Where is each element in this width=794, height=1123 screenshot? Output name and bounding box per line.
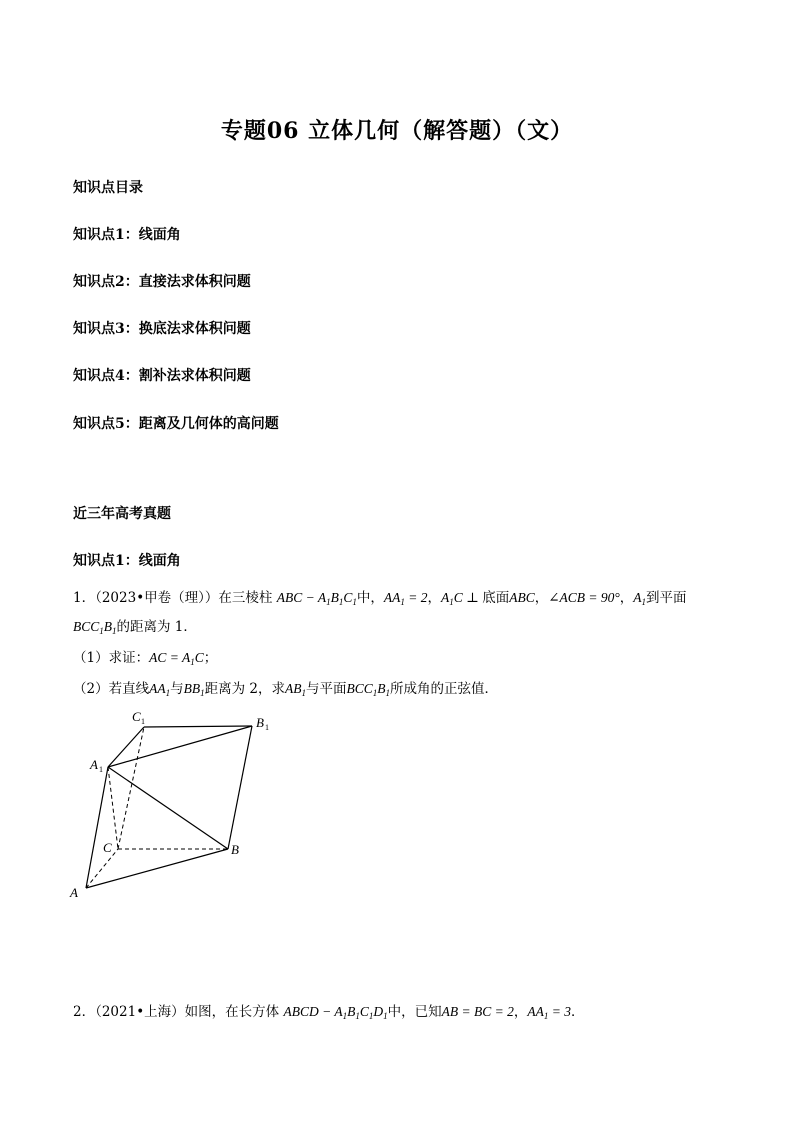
q1-text-4: 到平面 [646, 590, 687, 606]
q1-angle: ∠ACB = 90° [548, 590, 620, 605]
q1-part2-text-3: 与平面 [305, 681, 347, 697]
q1-text-3: 底面 [482, 590, 510, 606]
label-a: A [70, 885, 78, 900]
figure-lines [86, 726, 252, 888]
label-b1-sub: 1 [265, 723, 269, 732]
q1-perp: $A_1C$ ⊥ [440, 590, 483, 607]
page-title: 专题06 立体几何（解答题）（文） [220, 118, 574, 144]
q1-prism: ABC − $A_1B_1C_1$ [276, 590, 357, 607]
edge-a1-b [108, 767, 228, 849]
toc-item-2: 知识点2：直接法求体积问题 [73, 274, 251, 290]
q1-part2 [73, 679, 733, 699]
edge-c-c1 [118, 727, 144, 849]
q1-part2-text-2: 距离为 2，求 [204, 681, 285, 697]
toc-item-4: 知识点4：割补法求体积问题 [73, 368, 251, 384]
figure-hidden-lines [86, 727, 228, 888]
q1-statement-cont [73, 617, 733, 637]
q1-part2-text-4: 所成角的正弦值． [390, 681, 498, 697]
q1-number: 1． [73, 590, 96, 606]
edge-a1-c [108, 767, 118, 849]
label-a1: A [90, 757, 98, 772]
q1-aa1: $AA_1 = 2$ [383, 590, 428, 607]
q2-statement: 2．（2021•上海）如图，在长方体 ABCD − $A_1B_1C_1D_1$中，已知AB = BC = 2，$AA_1 = 3$． [73, 1004, 585, 1021]
q2-number: 2． [73, 1004, 96, 1020]
section-subheading: 知识点1：线面角 [73, 553, 181, 569]
edge-a1-b1 [108, 726, 252, 767]
q1-part1: （1）求证：AC = $A_1C$； [73, 650, 218, 667]
q1-text-5: 的距离为 1． [116, 619, 197, 635]
section-heading: 近三年高考真题 [73, 506, 171, 522]
edge-c1-b1 [144, 726, 252, 727]
edge-b-b1 [228, 726, 252, 849]
q1-point-a1: $A_1$ [633, 590, 647, 607]
q1-statement: 1．（2023•甲卷（理））在三棱柱 ABC − $A_1B_1C_1$中，$AA_1 = 2$，$A_1C$ ⊥ 底面ABC，∠ACB = 90°，$A_1$到平面 [73, 590, 687, 607]
q2-end: ． [570, 1004, 585, 1020]
q1-line-ab1: $AB_1$ [284, 681, 306, 698]
q1-text: 在三棱柱 [218, 590, 273, 606]
q2-text-2: 中，已知 [387, 1004, 442, 1020]
prism-figure [60, 705, 290, 905]
edge-a1-c1 [108, 727, 144, 767]
q2-aa1: $AA_1 = 3$ [527, 1004, 571, 1021]
label-c1-sub: 1 [141, 717, 145, 726]
label-b: B [231, 842, 239, 857]
toc-item-1: 知识点1：线面角 [73, 227, 181, 243]
q2-text: 如图，在长方体 [184, 1004, 280, 1020]
label-c: C [103, 840, 112, 855]
toc-item-3: 知识点3：换底法求体积问题 [73, 321, 251, 337]
q1-part1-eq: AC = $A_1C$ [149, 650, 204, 667]
edge-a-c [86, 849, 118, 888]
q1-line-bb1: $BB_1$ [183, 681, 205, 698]
q2-ab-eq: AB = BC = 2 [441, 1004, 514, 1019]
q2-cuboid: ABCD − $A_1B_1C_1D_1$ [283, 1004, 388, 1021]
q1-plane-2: $BCC_1B_1$ [346, 681, 390, 698]
q1-text-2: 中， [356, 590, 384, 606]
q1-base: ABC [509, 590, 535, 605]
edge-a-a1 [86, 767, 108, 888]
q1-part2-text-1: 与 [170, 681, 184, 697]
label-a1-sub: 1 [99, 765, 103, 774]
q1-line-aa1: $AA_1$ [149, 681, 171, 698]
toc-heading: 知识点目录 [73, 180, 143, 196]
q2-source: （2021•上海） [95, 1004, 185, 1020]
q1-plane: $BCC_1B_1$ [73, 619, 117, 636]
label-c1: C [132, 709, 141, 724]
label-b1: B [256, 715, 264, 730]
q1-part2-label: （2）若直线 [73, 681, 150, 697]
q1-source: （2023•甲卷（理）） [95, 590, 219, 606]
q1-part1-label: （1）求证： [73, 650, 150, 666]
toc-item-5: 知识点5：距离及几何体的高问题 [73, 416, 279, 432]
